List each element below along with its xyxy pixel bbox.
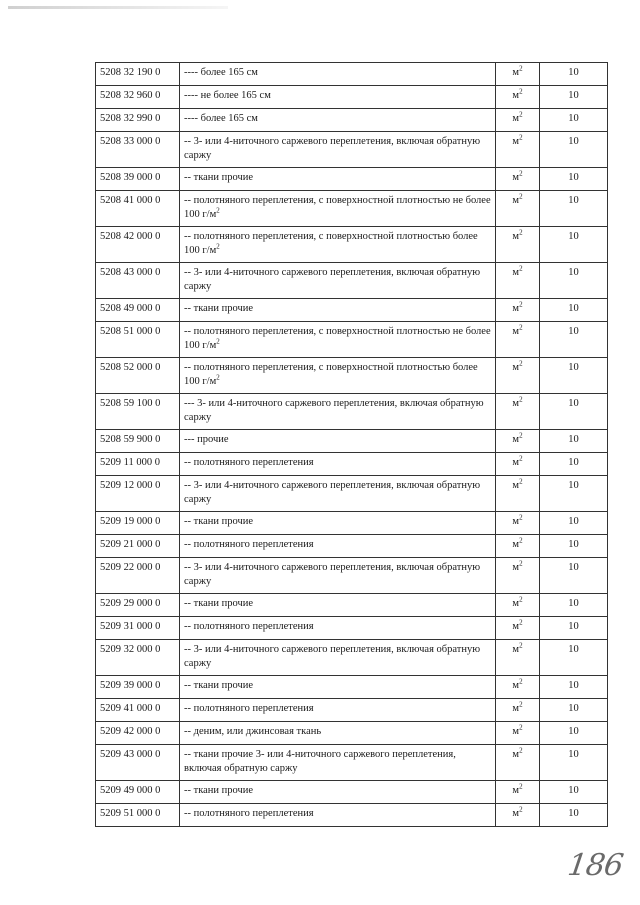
unit-superscript: 2 bbox=[519, 133, 523, 142]
table-row bbox=[96, 299, 608, 322]
description-cell bbox=[180, 781, 496, 804]
unit-text: м bbox=[512, 480, 520, 491]
description-text: -- 3- или 4-ниточного саржевого переплетения, включая обратную саржу bbox=[184, 136, 481, 161]
description-text: -- 3- или 4-ниточного саржевого переплетения, включая обратную саржу bbox=[184, 644, 481, 669]
unit-cell bbox=[496, 263, 540, 299]
unit-superscript: 2 bbox=[519, 192, 523, 201]
description-cell bbox=[180, 476, 496, 512]
unit-superscript: 2 bbox=[519, 264, 523, 273]
value-cell: 10 bbox=[540, 63, 608, 86]
unit-superscript: 2 bbox=[519, 595, 523, 604]
table-row bbox=[96, 781, 608, 804]
scan-artifact bbox=[8, 6, 228, 9]
table-row bbox=[96, 322, 608, 358]
hs-code-cell: 5208 32 190 0 bbox=[96, 63, 180, 86]
description-text: -- ткани прочие bbox=[184, 680, 254, 691]
value-cell: 10 bbox=[540, 322, 608, 358]
table-row bbox=[96, 86, 608, 109]
description-cell bbox=[180, 227, 496, 263]
description-cell bbox=[180, 168, 496, 191]
table-row bbox=[96, 191, 608, 227]
unit-text: м bbox=[512, 726, 520, 737]
table-row bbox=[96, 558, 608, 594]
table-row bbox=[96, 535, 608, 558]
value-cell: 10 bbox=[540, 476, 608, 512]
unit-superscript: 2 bbox=[519, 805, 523, 814]
unit-text: м bbox=[512, 267, 520, 278]
table-row bbox=[96, 476, 608, 512]
description-cell bbox=[180, 676, 496, 699]
unit-superscript: 2 bbox=[519, 169, 523, 178]
table-row bbox=[96, 745, 608, 781]
description-text: -- полотняного переплетения bbox=[184, 539, 314, 550]
hs-code-cell: 5208 32 990 0 bbox=[96, 109, 180, 132]
unit-text: м bbox=[512, 680, 520, 691]
hs-code-cell: 5208 39 000 0 bbox=[96, 168, 180, 191]
unit-superscript: 2 bbox=[519, 477, 523, 486]
unit-superscript: 2 bbox=[519, 300, 523, 309]
unit-superscript: 2 bbox=[519, 64, 523, 73]
description-cell bbox=[180, 322, 496, 358]
description-text: -- ткани прочие 3- или 4-ниточного саржевого переплетения, включая обратную саржу bbox=[184, 749, 456, 774]
value-cell: 10 bbox=[540, 299, 608, 322]
hs-code-cell: 5208 33 000 0 bbox=[96, 132, 180, 168]
hs-code-cell: 5209 32 000 0 bbox=[96, 640, 180, 676]
table-row bbox=[96, 168, 608, 191]
unit-cell bbox=[496, 676, 540, 699]
description-cell bbox=[180, 558, 496, 594]
hs-code-cell: 5209 49 000 0 bbox=[96, 781, 180, 804]
value-cell: 10 bbox=[540, 558, 608, 594]
unit-cell bbox=[496, 191, 540, 227]
table-row bbox=[96, 640, 608, 676]
table-row bbox=[96, 358, 608, 394]
value-cell: 10 bbox=[540, 358, 608, 394]
description-text: ---- не более 165 см bbox=[184, 90, 271, 101]
unit-cell bbox=[496, 358, 540, 394]
hs-code-cell: 5209 19 000 0 bbox=[96, 512, 180, 535]
table-row bbox=[96, 617, 608, 640]
description-text: -- полотняного переплетения bbox=[184, 457, 314, 468]
description-text: ---- более 165 см bbox=[184, 113, 258, 124]
hs-code-cell: 5208 52 000 0 bbox=[96, 358, 180, 394]
description-text: -- ткани прочие bbox=[184, 516, 254, 527]
unit-cell bbox=[496, 804, 540, 827]
description-text: -- полотняного переплетения, с поверхностной плотностью не более 100 г/м bbox=[184, 326, 491, 351]
unit-cell bbox=[496, 722, 540, 745]
unit-superscript: 2 bbox=[519, 110, 523, 119]
unit-superscript: 2 bbox=[519, 359, 523, 368]
description-cell bbox=[180, 617, 496, 640]
unit-superscript: 2 bbox=[519, 746, 523, 755]
description-text: -- полотняного переплетения bbox=[184, 808, 314, 819]
description-cell bbox=[180, 535, 496, 558]
hs-code-cell: 5209 29 000 0 bbox=[96, 594, 180, 617]
unit-cell bbox=[496, 394, 540, 430]
description-cell bbox=[180, 191, 496, 227]
value-cell: 10 bbox=[540, 745, 608, 781]
unit-superscript: 2 bbox=[519, 559, 523, 568]
table-row bbox=[96, 804, 608, 827]
description-text: --- 3- или 4-ниточного саржевого переплетения, включая обратную саржу bbox=[184, 398, 484, 423]
unit-cell bbox=[496, 594, 540, 617]
tariff-table-body bbox=[96, 63, 608, 827]
unit-cell bbox=[496, 640, 540, 676]
unit-text: м bbox=[512, 303, 520, 314]
unit-cell bbox=[496, 322, 540, 358]
hs-code-cell: 5209 39 000 0 bbox=[96, 676, 180, 699]
unit-cell bbox=[496, 86, 540, 109]
hs-code-cell: 5209 21 000 0 bbox=[96, 535, 180, 558]
description-text: -- полотняного переплетения, с поверхностной плотностью более 100 г/м bbox=[184, 231, 478, 256]
table-row bbox=[96, 512, 608, 535]
description-text: -- ткани прочие bbox=[184, 598, 254, 609]
unit-superscript: 2 bbox=[519, 618, 523, 627]
description-cell bbox=[180, 299, 496, 322]
value-cell: 10 bbox=[540, 109, 608, 132]
description-superscript: 2 bbox=[216, 206, 220, 215]
unit-text: м bbox=[512, 749, 520, 760]
value-cell: 10 bbox=[540, 617, 608, 640]
description-cell bbox=[180, 109, 496, 132]
description-text: -- полотняного переплетения bbox=[184, 621, 314, 632]
unit-text: м bbox=[512, 136, 520, 147]
unit-cell bbox=[496, 699, 540, 722]
value-cell: 10 bbox=[540, 804, 608, 827]
unit-text: м bbox=[512, 457, 520, 468]
unit-cell bbox=[496, 558, 540, 594]
unit-cell bbox=[496, 430, 540, 453]
unit-text: м bbox=[512, 598, 520, 609]
value-cell: 10 bbox=[540, 535, 608, 558]
value-cell: 10 bbox=[540, 453, 608, 476]
table-row bbox=[96, 132, 608, 168]
description-cell bbox=[180, 430, 496, 453]
table-row bbox=[96, 394, 608, 430]
hs-code-cell: 5209 31 000 0 bbox=[96, 617, 180, 640]
unit-cell bbox=[496, 453, 540, 476]
unit-superscript: 2 bbox=[519, 677, 523, 686]
unit-text: м bbox=[512, 516, 520, 527]
value-cell: 10 bbox=[540, 512, 608, 535]
unit-cell bbox=[496, 63, 540, 86]
unit-superscript: 2 bbox=[519, 454, 523, 463]
unit-text: м bbox=[512, 703, 520, 714]
table-row bbox=[96, 699, 608, 722]
unit-text: м bbox=[512, 67, 520, 78]
value-cell: 10 bbox=[540, 781, 608, 804]
unit-superscript: 2 bbox=[519, 513, 523, 522]
unit-text: м bbox=[512, 785, 520, 796]
unit-text: м bbox=[512, 562, 520, 573]
value-cell: 10 bbox=[540, 168, 608, 191]
value-cell: 10 bbox=[540, 699, 608, 722]
table-row bbox=[96, 430, 608, 453]
description-cell bbox=[180, 640, 496, 676]
table-row bbox=[96, 109, 608, 132]
description-superscript: 2 bbox=[216, 373, 220, 382]
description-text: -- ткани прочие bbox=[184, 172, 254, 183]
unit-superscript: 2 bbox=[519, 87, 523, 96]
value-cell: 10 bbox=[540, 430, 608, 453]
hs-code-cell: 5209 51 000 0 bbox=[96, 804, 180, 827]
value-cell: 10 bbox=[540, 394, 608, 430]
hs-code-cell: 5209 43 000 0 bbox=[96, 745, 180, 781]
value-cell: 10 bbox=[540, 722, 608, 745]
description-text: -- ткани прочие bbox=[184, 785, 254, 796]
unit-text: м bbox=[512, 621, 520, 632]
hs-code-cell: 5209 11 000 0 bbox=[96, 453, 180, 476]
value-cell: 10 bbox=[540, 191, 608, 227]
hs-code-cell: 5208 49 000 0 bbox=[96, 299, 180, 322]
description-cell bbox=[180, 699, 496, 722]
hs-code-cell: 5208 51 000 0 bbox=[96, 322, 180, 358]
description-text: -- полотняного переплетения bbox=[184, 703, 314, 714]
unit-cell bbox=[496, 781, 540, 804]
value-cell: 10 bbox=[540, 132, 608, 168]
table-row bbox=[96, 722, 608, 745]
description-cell bbox=[180, 86, 496, 109]
hs-code-cell: 5209 42 000 0 bbox=[96, 722, 180, 745]
value-cell: 10 bbox=[540, 640, 608, 676]
value-cell: 10 bbox=[540, 594, 608, 617]
description-cell bbox=[180, 804, 496, 827]
unit-cell bbox=[496, 227, 540, 263]
description-text: ---- более 165 см bbox=[184, 67, 258, 78]
description-text: -- полотняного переплетения, с поверхностной плотностью более 100 г/м bbox=[184, 362, 478, 387]
description-cell bbox=[180, 132, 496, 168]
unit-cell bbox=[496, 617, 540, 640]
hs-code-cell: 5208 59 900 0 bbox=[96, 430, 180, 453]
unit-text: м bbox=[512, 231, 520, 242]
table-row bbox=[96, 63, 608, 86]
description-cell bbox=[180, 745, 496, 781]
unit-cell bbox=[496, 168, 540, 191]
unit-cell bbox=[496, 299, 540, 322]
description-cell bbox=[180, 512, 496, 535]
unit-text: м bbox=[512, 434, 520, 445]
unit-cell bbox=[496, 132, 540, 168]
hs-code-cell: 5208 41 000 0 bbox=[96, 191, 180, 227]
description-text: -- ткани прочие bbox=[184, 303, 254, 314]
hs-code-cell: 5209 41 000 0 bbox=[96, 699, 180, 722]
unit-superscript: 2 bbox=[519, 395, 523, 404]
handwritten-page-number: 186 bbox=[565, 848, 625, 883]
description-superscript: 2 bbox=[216, 242, 220, 251]
description-text: -- 3- или 4-ниточного саржевого переплетения, включая обратную саржу bbox=[184, 480, 481, 505]
unit-cell bbox=[496, 109, 540, 132]
unit-superscript: 2 bbox=[519, 228, 523, 237]
description-cell bbox=[180, 594, 496, 617]
hs-code-cell: 5208 43 000 0 bbox=[96, 263, 180, 299]
description-cell bbox=[180, 263, 496, 299]
tariff-table bbox=[95, 62, 608, 827]
description-cell bbox=[180, 722, 496, 745]
value-cell: 10 bbox=[540, 86, 608, 109]
description-text: -- деним, или джинсовая ткань bbox=[184, 726, 322, 737]
description-text: --- прочие bbox=[184, 434, 229, 445]
table-row bbox=[96, 676, 608, 699]
unit-text: м bbox=[512, 195, 520, 206]
unit-superscript: 2 bbox=[519, 431, 523, 440]
description-text: -- полотняного переплетения, с поверхностной плотностью не более 100 г/м bbox=[184, 195, 491, 220]
table-row bbox=[96, 227, 608, 263]
hs-code-cell: 5209 22 000 0 bbox=[96, 558, 180, 594]
unit-text: м bbox=[512, 644, 520, 655]
hs-code-cell: 5208 42 000 0 bbox=[96, 227, 180, 263]
unit-cell bbox=[496, 476, 540, 512]
description-superscript: 2 bbox=[216, 337, 220, 346]
value-cell: 10 bbox=[540, 263, 608, 299]
unit-text: м bbox=[512, 808, 520, 819]
table-row bbox=[96, 263, 608, 299]
description-cell bbox=[180, 453, 496, 476]
unit-superscript: 2 bbox=[519, 723, 523, 732]
unit-text: м bbox=[512, 90, 520, 101]
value-cell: 10 bbox=[540, 676, 608, 699]
unit-text: м bbox=[512, 398, 520, 409]
unit-superscript: 2 bbox=[519, 323, 523, 332]
unit-superscript: 2 bbox=[519, 641, 523, 650]
table-row bbox=[96, 594, 608, 617]
hs-code-cell: 5208 32 960 0 bbox=[96, 86, 180, 109]
description-cell bbox=[180, 358, 496, 394]
description-text: -- 3- или 4-ниточного саржевого переплетения, включая обратную саржу bbox=[184, 562, 481, 587]
hs-code-cell: 5209 12 000 0 bbox=[96, 476, 180, 512]
unit-cell bbox=[496, 745, 540, 781]
description-cell bbox=[180, 394, 496, 430]
unit-superscript: 2 bbox=[519, 536, 523, 545]
unit-cell bbox=[496, 512, 540, 535]
value-cell: 10 bbox=[540, 227, 608, 263]
unit-text: м bbox=[512, 539, 520, 550]
unit-superscript: 2 bbox=[519, 700, 523, 709]
unit-text: м bbox=[512, 326, 520, 337]
description-text: -- 3- или 4-ниточного саржевого переплетения, включая обратную саржу bbox=[184, 267, 481, 292]
description-cell bbox=[180, 63, 496, 86]
unit-text: м bbox=[512, 362, 520, 373]
table-row bbox=[96, 453, 608, 476]
unit-text: м bbox=[512, 113, 520, 124]
unit-superscript: 2 bbox=[519, 782, 523, 791]
unit-text: м bbox=[512, 172, 520, 183]
unit-cell bbox=[496, 535, 540, 558]
hs-code-cell: 5208 59 100 0 bbox=[96, 394, 180, 430]
